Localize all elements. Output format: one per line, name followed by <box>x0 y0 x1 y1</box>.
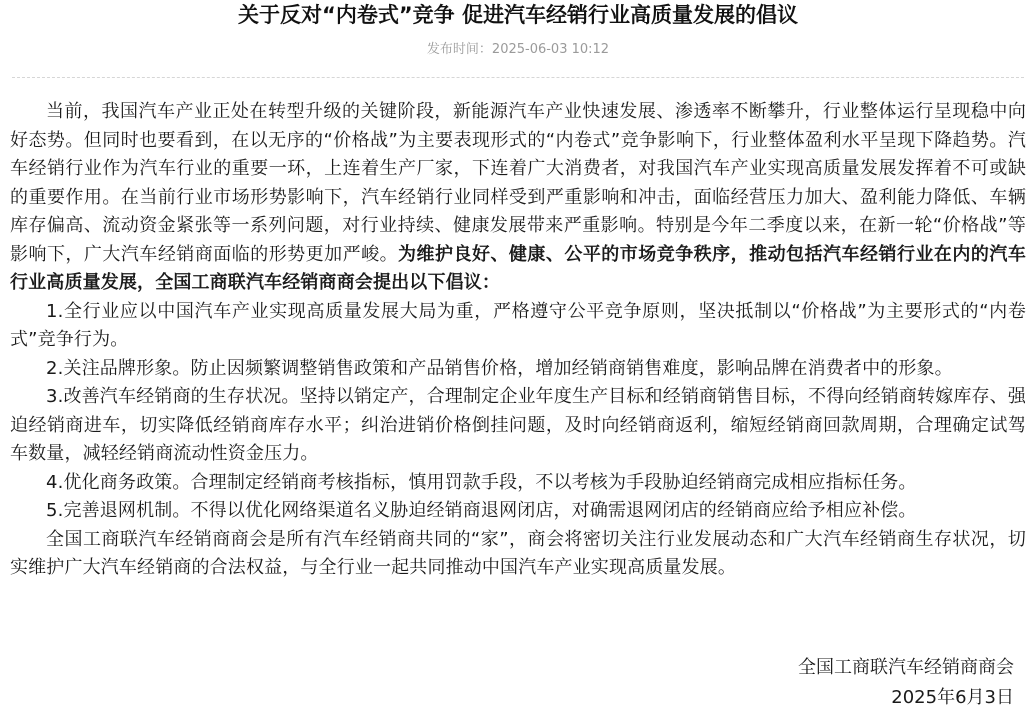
proposal-item: 2.关注品牌形象。防止因频繁调整销售政策和产品销售价格，增加经销商销售难度，影响品牌在消费者中的形象。 <box>46 357 953 379</box>
signature-organization: 全国工商联汽车经销商商会 <box>798 657 1014 678</box>
intro-bold-text: 为维护良好、健康、公平的市场竞争秩序，推动包括汽车经销行业在内的汽车行业高质量发展，全国工商联汽车经销商商会提出以下倡议： <box>10 243 1026 293</box>
publish-time-label: 发布时间： <box>426 42 492 57</box>
proposal-item: 5.完善退网机制。不得以优化网络渠道名义胁迫经销商退网闭店，对确需退网闭店的经销商应给予相应补偿。 <box>46 500 917 521</box>
proposal-item: 3.改善汽车经销商的生存状况。坚持以销定产，合理制定企业年度生产目标和经销商销售目标，不得向经销商转嫁库存、强迫经销商进车，切实降低经销商库存水平；纠治进销价格倒挂问题，及时向经销商返利，缩短经销商回款周期，合理确定试驾车数量，减轻经销商流动性资金压力。 <box>10 386 1026 464</box>
article-title: 关于反对“内卷式”竞争 促进汽车经销行业高质量发展的倡议 <box>238 3 798 27</box>
publish-time <box>0 38 1036 57</box>
title-divider <box>12 77 1024 78</box>
proposal-item: 4.优化商务政策。合理制定经销商考核指标，慎用罚款手段，不以考核为手段胁迫经销商完成相应指标任务。 <box>46 471 917 493</box>
intro-paragraph <box>10 98 1026 298</box>
closing-paragraph: 全国工商联汽车经销商商会是所有汽车经销商共同的“家”，商会将密切关注行业发展动态和广大汽车经销商生存状况，切实维护广大汽车经销商的合法权益，与全行业一起共同推动中国汽车产业实现高质量发展。 <box>10 528 1026 578</box>
proposal-item: 1.全行业应以中国汽车产业实现高质量发展大局为重，严格遵守公平竞争原则，坚决抵制以“价格战”为主要形式的“内卷式”竞争行为。 <box>10 300 1026 350</box>
signature-block <box>798 653 1014 713</box>
article-body <box>10 98 1026 583</box>
intro-text: 当前，我国汽车产业正处在转型升级的关键阶段，新能源汽车产业快速发展、渗透率不断攀升，行业整体运行呈现稳中向好态势。但同时也要看到，在以无序的“价格战”为主要表现形式的“内卷式”竞争影响下，行业整体盈利水平呈现下降趋势。汽车经销行业作为汽车行业的重要一环，上连着生产厂家，下连着广大消费者，对我国汽车产业实现高质量发展发挥着不可或缺的重要作用。在当前行业市场形势影响下，汽车经销行业同样受到严重影响和冲击，面临经营压力加大、盈利能力降低、车辆库存偏高、流动资金紧张等一系列问题，对行业持续、健康发展带来严重影响。特别是今年二季度以来，在新一轮“价格战”等影响下，广大汽车经销商面临的形势更加严峻。 <box>10 101 1026 265</box>
signature-date: 2025年6月3日 <box>891 687 1014 708</box>
publish-time-value: 2025-06-03 10:12 <box>491 42 610 57</box>
